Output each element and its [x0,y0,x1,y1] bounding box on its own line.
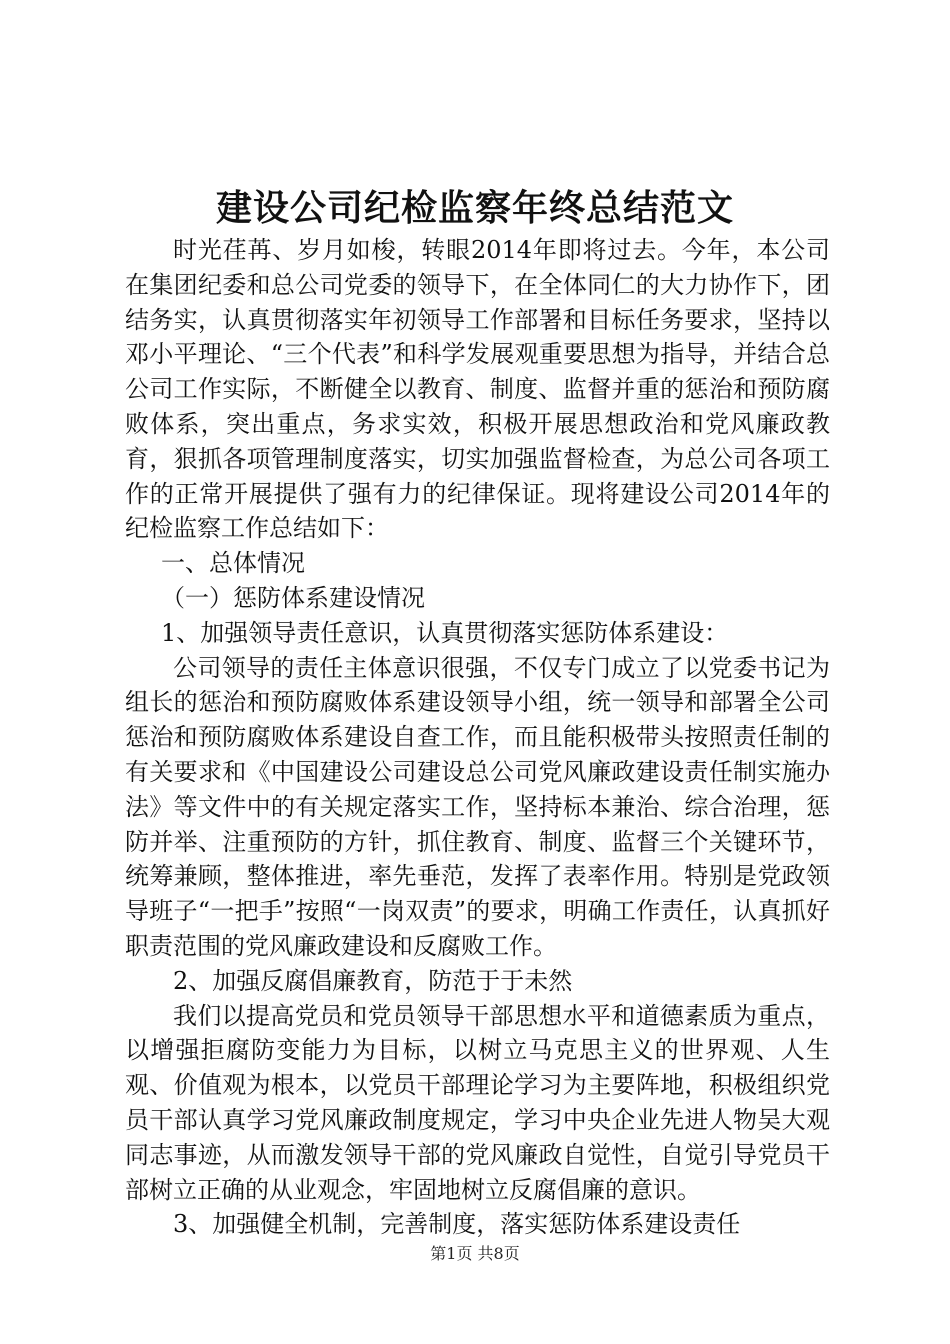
section-heading: 一、总体情况 [161,549,305,578]
body-paragraph: 公司领导的责任主体意识很强，不仅专门成立了以党委书记为组长的惩治和预防腐败体系建设领导小组，统一领导和部署全公司惩治和预防腐败体系建设自查工作，而且能积极带头按照责任制的有关要求和《中国建设公司建设总公司党风廉政建设责任制实施办法》等文件中的有关规定落实工作，坚持标本兼治、综合治理，惩防并举、注重预防的方针，抓住教育、制度、监督三个关键环节，统筹兼顾，整体推进，率先垂范，发挥了表率作用。特别是党政领导班子“一把手”按照“一岗双责”的要求，明确工作责任，认真抓好职责范围的党风廉政建设和反腐败工作。 [125,653,830,960]
document-body [125,233,830,1242]
intro-paragraph: 时光荏苒、岁月如梭，转眼2014年即将过去。今年，本公司在集团纪委和总公司党委的领导下，在全体同仁的大力协作下，团结务实，认真贯彻落实年初领导工作部署和目标任务要求，坚持以邓小平理论、“三个代表”和科学发展观重要思想为指导，并结合总公司工作实际，不断健全以教育、制度、监督并重的惩治和预防腐败体系，突出重点，务求实效，积极开展思想政治和党风廉政教育，狠抓各项管理制度落实，切实加强监督检查，为总公司各项工作的正常开展提供了强有力的纪律保证。现将建设公司2014年的纪检监察工作总结如下： [125,236,830,543]
body-paragraph: 我们以提高党员和党员领导干部思想水平和道德素质为重点，以增强拒腐防变能力为目标，以树立马克思主义的世界观、人生观、价值观为根本，以党员干部理论学习为主要阵地，积极组织党员干部认真学习党风廉政制度规定，学习中央企业先进人物吴大观同志事迹，从而激发领导干部的党风廉政自觉性，自觉引导党员干部树立正确的从业观念，牢固地树立反腐倡廉的意识。 [125,1001,830,1204]
item-heading: 2、加强反腐倡廉教育，防范于于未然 [173,966,573,995]
subsection-heading: （一）惩防体系建设情况 [161,583,425,612]
item-heading: 3、加强健全机制，完善制度，落实惩防体系建设责任 [173,1210,741,1239]
page-number-footer: 第1页 共8页 [430,1244,520,1263]
item-heading: 1、加强领导责任意识，认真贯彻落实惩防体系建设： [161,618,729,647]
document-title: 建设公司纪检监察年终总结范文 [215,187,734,229]
